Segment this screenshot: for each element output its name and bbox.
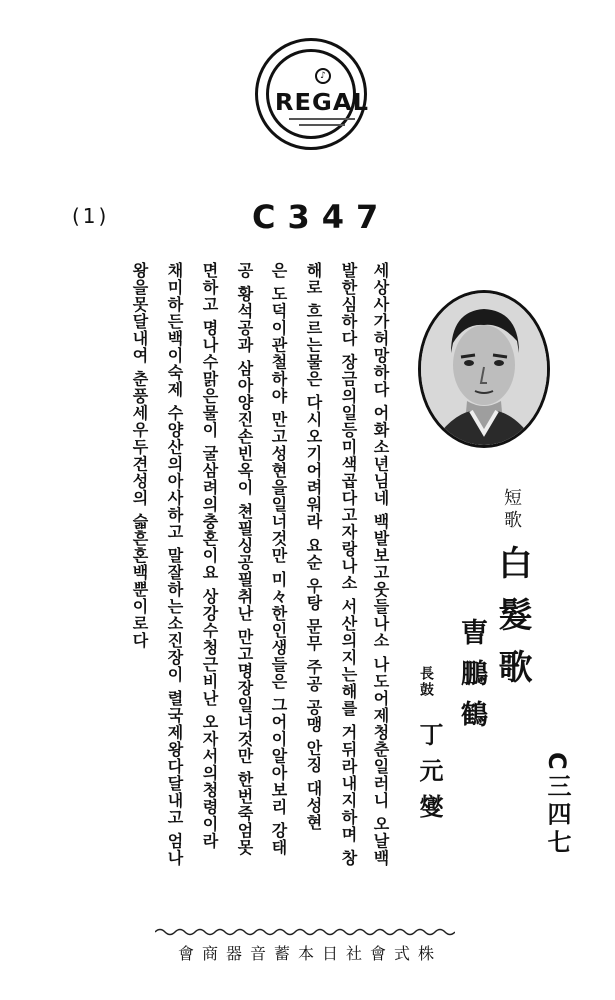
- company-name: 株式會社日本蓄音器商會: [178, 944, 443, 963]
- lyric-column: 왕을못달내여 춘풍세우두견성의 슯흔혼백뿐이로다: [130, 262, 149, 650]
- wavy-divider: [155, 926, 455, 938]
- lyric-column: 해로 흐르는물은 다시오기어려워라 요순 우탕 문무 주공 공맹 안징 대성현: [304, 262, 323, 832]
- logo-fine-print-line: [299, 124, 345, 126]
- catalog-number: C347: [252, 198, 391, 236]
- music-note-icon: ♪: [315, 68, 331, 84]
- lyric-column: 공 황석공과 삼아양진손빈옥이 쳔필싱공필취난 만고명장일너것만 한번죽엄못: [235, 262, 254, 856]
- regal-logo-inner-ring: [266, 49, 370, 139]
- logo-fine-print-line: [289, 118, 355, 120]
- instrument-player: 丁元燮: [415, 722, 444, 830]
- singer-name: 曺鵬鶴: [456, 618, 487, 741]
- lyric-column: 면하고 명나수맑은물이 굴삼려의충혼이요 상강수청근비난 오자서의청령이라: [200, 262, 219, 850]
- song-genre: 短歌: [501, 488, 522, 532]
- lyric-column: 채미하든백이숙제 수양산의아사하고 말잘하는소진장이 렬국제왕다달내고 엄나: [165, 262, 184, 867]
- lyric-column: 발한심하다 장금의일등미색곱다고자랑나소 서산의지는해를 거뒤라내지하며 창: [339, 262, 358, 867]
- instrument-label: 長鼓: [418, 666, 434, 698]
- side-number: (1): [72, 204, 110, 228]
- portrait-photo: [421, 293, 547, 445]
- singer-portrait: [418, 290, 550, 448]
- catalog-number-cjk: C三四七: [543, 752, 571, 858]
- logo-brand-text: REGAL: [274, 90, 370, 116]
- lyric-column: 세상사가허망하다 어화소년님네 백발보고웃들나소 나도어제청춘일러니 오날백: [371, 262, 390, 867]
- lyric-column: 은 도덕이관철하야 만고성현을일너것만 미々한인생들은 그어이알아보리 강태: [269, 262, 288, 856]
- regal-logo: [255, 38, 370, 150]
- song-title: 白髮歌: [492, 545, 532, 701]
